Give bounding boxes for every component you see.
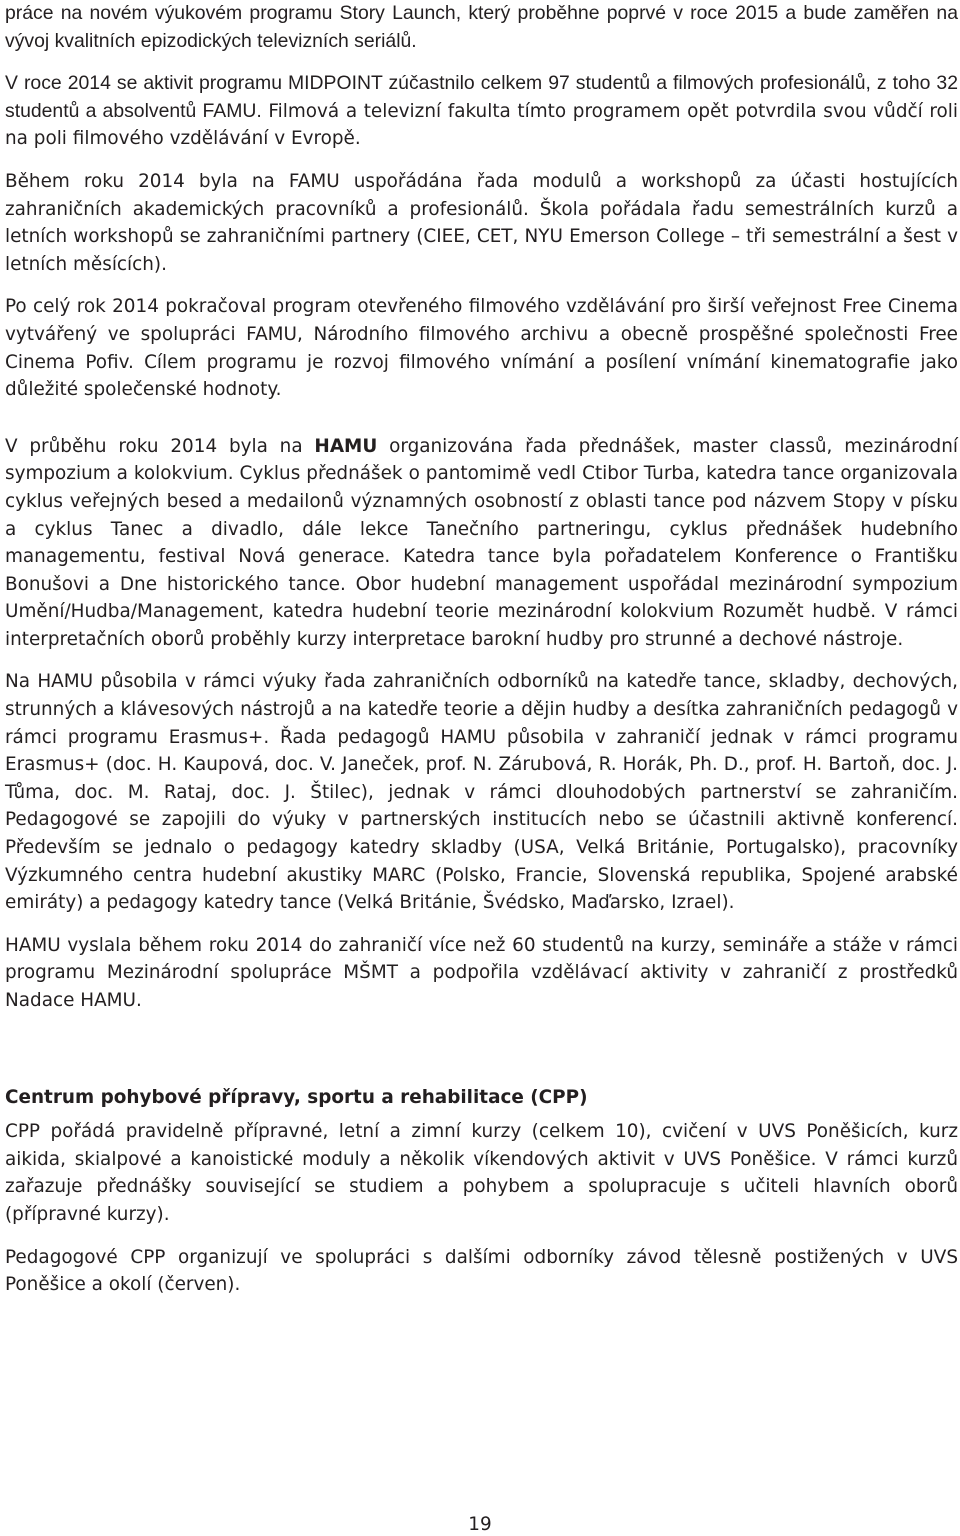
midpoint-sentence: V roce 2014 se aktivit programu MIDPOINT zúčastnilo celkem 97 studentů a filmových profesionálů, z toho 32 studentů a absolventů FAMU. xyxy=(5,72,958,122)
paragraph-free-cinema: Po celý rok 2014 pokračoval program otevřeného filmového vzdělávání pro širší veřejnost Free Cinema vytvářený ve spolupráci FAMU, Národního filmového archivu a obecně prospěšné společnosti Free Cinema Pofiv. Cílem programu je rozvoj filmového vnímání a posílení vnímání kinematografie jako důležité společenské hodnoty. xyxy=(5,296,958,401)
paragraph-cpp-courses: CPP pořádá pravidelně přípravné, letní a zimní kurzy (celkem 10), cvičení v UVS Poněšicích, kurz aikida, skialpové a kanoistické moduly a několik víkendových aktivit v UVS Poněšice. V rámci kurzů zařazuje přednášky související se studiem a pohybem a spolupracuje s učiteli hlavních oborů (přípravné kurzy). xyxy=(5,1121,958,1225)
paragraph-hamu-experts: Na HAMU působila v rámci výuky řada zahraničních odborníků na katedře tance, skladby, dechových, strunných a klávesových nástrojů a na katedře teorie a dějin hudby a desítka zahraničních pedagogů v rámci programu Erasmus+. Řada pedagogů HAMU působila v zahraničí jednak v rámci programu Erasmus+ (doc. H. Kaupová, doc. V. Janeček, prof. N. Zárubová, R. Horák, Ph. D., prof. H. Bartoň, doc. J. Tůma, doc. M. Rataj, doc. J. Štilec), jednak v rámci dlouhodobých partnerství se zahraničím. Pedagogové se zapojili do výuky v partnerských institucích nebo se účastnili aktivně konferencí. Především se jednalo o pedagogy katedry skladby (USA, Velká Británie, Portugalsko), pracovníky Výzkumného centra hudební akustiky MARC (Polsko, Francie, Slovenská republika, Spojené arabské emiráty) a pedagogy katedry tance (Velká Británie, Švédsko, Maďarsko, Izrael). xyxy=(5,671,958,914)
page-number: 19 xyxy=(468,1514,492,1535)
famu-role-sentence: Filmová a televizní fakulta tímto programem opět potvrdila svou vůdčí roli na poli filmového vzdělávání v Evropě. xyxy=(5,100,958,150)
paragraph-cpp-race: Pedagogové CPP organizují ve spolupráci s dalšími odborníky závod tělesně postižených v UVS Poněšice a okolí (červen). xyxy=(5,1246,958,1296)
hamu-bold-name: HAMU xyxy=(314,435,378,457)
paragraph-hamu-events xyxy=(5,433,958,654)
paragraph-story-launch: práce na novém výukovém programu Story Launch, který proběhne poprvé v roce 2015 a bude zaměřen na vývoj kvalitních epizodických televizních seriálů. xyxy=(5,2,958,52)
section-heading-cpp: Centrum pohybové přípravy, sportu a rehabilitace (CPP) xyxy=(5,1086,588,1108)
paragraph-midpoint xyxy=(5,70,958,153)
paragraph-famu-workshops: Během roku 2014 byla na FAMU uspořádána řada modulů a workshopů za účasti hostujících zahraničních akademických pracovníků a profesionálů. Škola pořádala řadu semestrálních kurzů a letních workshopů se zahraničními partnery (CIEE, CET, NYU Emerson College – tři semestrální a šest v letních měsících). xyxy=(5,170,958,275)
hamu-events-body: organizována řada přednášek, master classů, mezinárodní sympozium a kolokvium. Cyklus přednášek o pantomimě vedl Ctibor Turba, katedra tance organizovala cyklus veřejných besed a medailonů významných osobností z oblasti tance pod názvem Stopy v písku a cyklus Tanec a divadlo, dále lekce Tanečního partneringu, cyklus přednášek hudebního managementu, festival Nová generace. Katedra tance byla pořadatelem Konference o Františku Bonušovi a Dne historického tance. Obor hudební management uspořádal mezinárodní sympozium Umění/Hudba/Management, katedra hudební teorie mezinárodní kolokvium Rozumět hudbě. V rámci interpretačních oborů proběhly kurzy interpretace barokní hudby pro strunné a dechové nástroje. xyxy=(5,435,958,650)
paragraph-hamu-students: HAMU vyslala během roku 2014 do zahraničí více než 60 studentů na kurzy, semináře a stáže v rámci programu Mezinárodní spolupráce MŠMT a podpořila vzdělávací aktivity v zahraničí z prostředků Nadace HAMU. xyxy=(5,934,958,1011)
hamu-events-intro: V průběhu roku 2014 byla na xyxy=(5,435,315,457)
page-content xyxy=(5,0,958,1299)
